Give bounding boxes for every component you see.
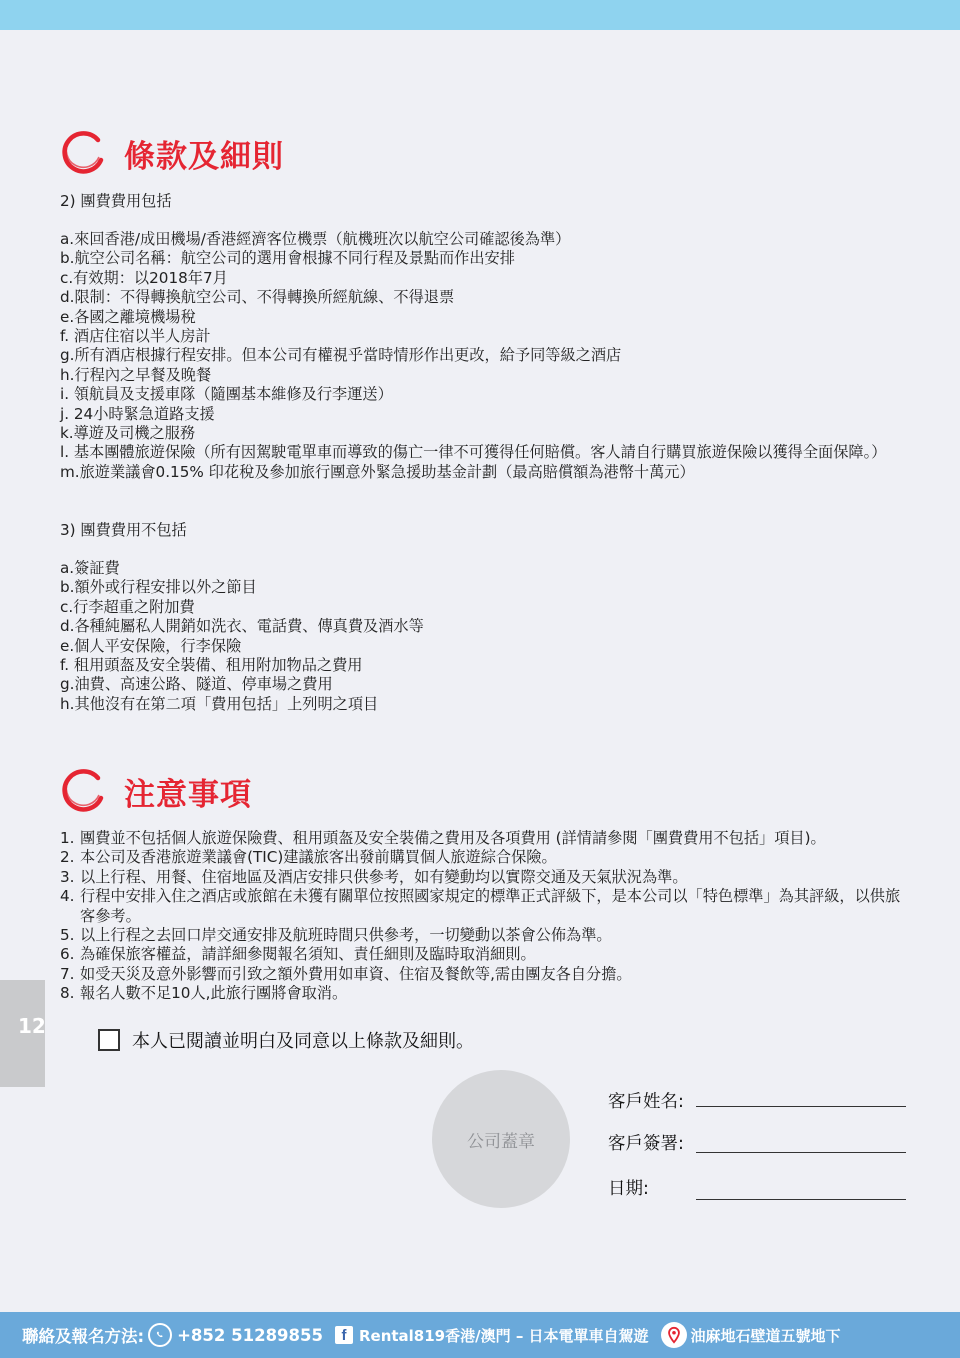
list-item: a.簽証費 — [60, 559, 120, 577]
list-item: i. 領航員及支援車隊（隨團基本維修及行李運送） — [60, 385, 393, 404]
consent-label: 本人已閱讀並明白及同意以上條款及細則。 — [132, 1031, 474, 1052]
notice-section-header — [60, 766, 252, 816]
facebook-page[interactable]: Rental819香港/澳門 – 日本電單車自駕遊 — [358, 1326, 649, 1345]
list-item: g.油費、高速公路、隧道、停車場之費用 — [60, 675, 333, 694]
list-item: d.限制：不得轉換航空公司、不得轉換所經航線、不得退票 — [60, 288, 455, 307]
notice-item — [60, 945, 905, 964]
notice-num: 2. — [60, 848, 75, 867]
notice-item — [60, 829, 905, 848]
notice-text: 行程中安排入住之酒店或旅館在未獲有關單位按照國家規定的標準正式評級下，是本公司以「特色標準」為其評級，以供旅客參考。 — [80, 887, 901, 925]
notice-text: 團費並不包括個人旅遊保險費、租用頭盔及安全裝備之費用及各項費用 (詳情請參閱「團費費用不包括」項目)。 — [80, 829, 826, 847]
notice-text: 以上行程、用餐、住宿地區及酒店安排只供參考，如有變動均以實際交通及天氣狀況為準。 — [80, 867, 688, 886]
notice-num: 7. — [60, 964, 75, 983]
notice-item — [60, 887, 905, 926]
notice-text: 如受天災及意外影響而引致之額外費用如車資、住宿及餐飲等,需由團友各自分擔。 — [80, 964, 632, 983]
list-item: d.各種純屬私人開銷如洗衣、電話費、傳真費及酒水等 — [60, 617, 424, 636]
company-stamp-area — [432, 1070, 570, 1208]
top-color-band — [0, 0, 960, 30]
notice-list — [60, 829, 905, 1004]
excluded-list — [60, 559, 900, 714]
notice-item — [60, 848, 905, 867]
notice-item — [60, 868, 905, 887]
notice-title: 注意事項 — [124, 776, 252, 813]
contact-phone[interactable]: +852 51289855 — [177, 1325, 323, 1345]
notice-text: 本公司及香港旅遊業議會(TIC)建議旅客出發前購買個人旅遊綜合保險。 — [80, 848, 557, 867]
contact-address: 油麻地石壁道五號地下 — [690, 1326, 841, 1345]
list-item: j. 24小時緊急道路支援 — [60, 404, 215, 423]
list-item: c.有效期：以2018年7月 — [60, 268, 228, 287]
red-brush-circle-icon — [60, 130, 106, 176]
notice-num: 8. — [60, 984, 75, 1003]
list-item: f. 租用頭盔及安全裝備、租用附加物品之費用 — [60, 656, 363, 675]
list-item: b.航空公司名稱：航空公司的選用會根據不同行程及景點而作出安排 — [60, 249, 515, 268]
customer-name-label: 客戶姓名: — [608, 1092, 684, 1112]
notice-text: 以上行程之去回口岸交通安排及航班時間只供參考，一切變動以茶會公佈為準。 — [80, 926, 612, 945]
notice-item — [60, 926, 905, 945]
list-item: e.各國之離境機場稅 — [60, 307, 196, 326]
facebook-icon: f — [335, 1326, 353, 1344]
list-item: b.額外或行程安排以外之節目 — [60, 578, 257, 597]
list-item: k.導遊及司機之服務 — [60, 424, 196, 443]
notice-num: 5. — [60, 926, 75, 945]
consent-row — [98, 1027, 474, 1053]
notice-item — [60, 965, 905, 984]
customer-name-field[interactable] — [696, 1106, 906, 1107]
list-item: a.來回香港/成田機場/香港經濟客位機票（航機班次以航空公司確認後為準） — [60, 230, 571, 248]
notice-item — [60, 984, 905, 1003]
consent-checkbox[interactable] — [98, 1029, 120, 1051]
list-item: m.旅遊業議會0.15% 印花稅及參加旅行團意外緊急援助基金計劃（最高賠償額為港幣十萬元） — [60, 462, 695, 481]
red-brush-circle-icon — [60, 768, 106, 814]
date-label: 日期: — [608, 1179, 649, 1199]
contact-footer — [0, 1312, 960, 1358]
list-item: l. 基本團體旅遊保險（所有因駕駛電單車而導致的傷亡一律不可獲得任何賠償。客人請自行購買旅遊保險以獲得全面保障。） — [60, 443, 887, 462]
customer-signature-label: 客戶簽署: — [608, 1134, 684, 1154]
notice-text: 為確保旅客權益，請詳細參閱報名須知、責任細則及臨時取消細則。 — [80, 945, 536, 964]
included-heading: 2) 團費費用包括 — [60, 192, 172, 210]
date-field[interactable] — [696, 1199, 906, 1200]
list-item: f. 酒店住宿以半人房計 — [60, 327, 211, 346]
notice-num: 1. — [60, 829, 75, 847]
terms-section-header — [60, 128, 284, 178]
customer-signature-field[interactable] — [696, 1152, 906, 1153]
whatsapp-icon — [148, 1323, 172, 1347]
list-item: e.個人平安保險，行李保險 — [60, 636, 242, 655]
stamp-label: 公司蓋章 — [467, 1131, 535, 1152]
page-number: 12 — [18, 1014, 46, 1038]
map-pin-icon — [661, 1322, 687, 1348]
list-item: g.所有酒店根據行程安排。但本公司有權視乎當時情形作出更改，給予同等級之酒店 — [60, 346, 622, 365]
notice-num: 3. — [60, 867, 75, 886]
included-list — [60, 230, 900, 482]
list-item: c.行李超重之附加費 — [60, 597, 195, 616]
notice-text: 報名人數不足10人,此旅行團將會取消。 — [80, 984, 348, 1003]
notice-num: 6. — [60, 945, 75, 964]
list-item: h.行程內之早餐及晚餐 — [60, 365, 212, 384]
contact-label: 聯絡及報名方法: — [22, 1327, 145, 1346]
excluded-heading: 3) 團費費用不包括 — [60, 521, 187, 539]
list-item: h.其他沒有在第二項「費用包括」上列明之項目 — [60, 694, 379, 713]
terms-title: 條款及細則 — [124, 138, 284, 175]
notice-num: 4. — [60, 887, 75, 906]
